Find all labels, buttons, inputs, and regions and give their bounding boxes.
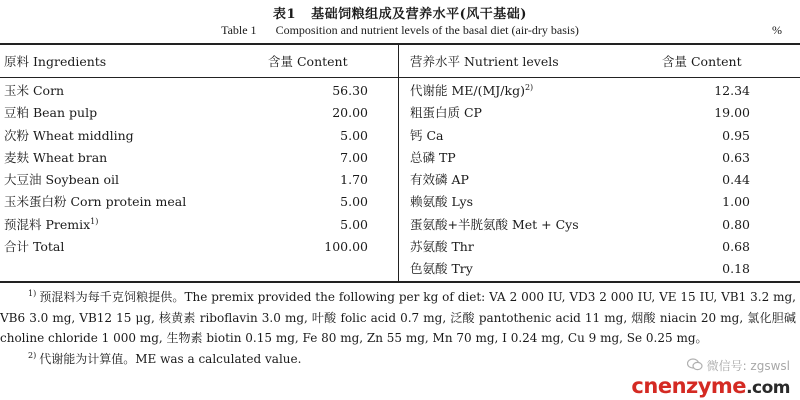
- row-name-text: 总磷 TP: [410, 149, 456, 165]
- nutrient-row: [408, 236, 750, 258]
- row-name: [4, 147, 107, 169]
- row-value: 0.95: [722, 127, 750, 143]
- row-name-text: 玉米 Corn: [4, 83, 65, 98]
- footnote-me: [0, 349, 800, 370]
- nutrient-row: [408, 125, 750, 147]
- ingredient-row: [0, 125, 368, 147]
- row-name: [410, 169, 469, 191]
- row-name-text: 合计 Total: [4, 239, 65, 255]
- row-name-text: 次粉 Wheat middling: [4, 127, 134, 143]
- site-name: cnenzyme: [631, 374, 747, 398]
- row-value: 100.00: [324, 239, 368, 255]
- row-name: [410, 236, 474, 258]
- row-name-text: 蛋氨酸+半胱氨酸 Met + Cys: [410, 216, 579, 232]
- row-value: 19.00: [714, 105, 750, 121]
- nutrient-row: [408, 147, 750, 169]
- table-number-cn: 表1: [273, 7, 297, 22]
- header-content-right: 含量 Content: [662, 54, 742, 69]
- footnote-text: 代谢能为计算值。ME was a calculated value.: [39, 351, 302, 366]
- row-name: [4, 80, 64, 102]
- wechat-icon: [687, 358, 703, 374]
- row-name-text: 色氨酸 Try: [410, 261, 473, 277]
- row-value: 56.30: [332, 83, 368, 98]
- row-name-text: 有效磷 AP: [410, 172, 469, 188]
- ingredient-row: [0, 214, 368, 236]
- row-footnote-mark: 1): [90, 216, 99, 226]
- nutrient-row: [408, 258, 750, 280]
- ingredient-row: [0, 80, 368, 102]
- table-bottom-rule: [0, 281, 800, 283]
- unit-label: %: [772, 23, 782, 37]
- row-name-text: 粗蛋白质 CP: [410, 105, 482, 121]
- footnote-text: 预混料为每千克饲粮提供。The premix provided the following per kg of diet: VA 2 000 IU, VD3 2 000 IU, VE 15 IU, VB1 3.2 mg, VB6 3.0 mg, VB12 15 μg, 核黄素 riboflavin 3.0 mg, 叶酸 folic acid 0.7 mg, 泛酸 pantothenic acid 11 mg, 烟酸 niacin 20 mg, 氯化胆碱 choline chloride 1 000 mg, 生物素 biotin 0.15 mg, Fe 80 mg, Zn 55 mg, Mn 70 mg, I 0.24 mg, Cu 9 mg, Se 0.25 mg。: [0, 290, 796, 345]
- table-footnotes: [0, 287, 800, 369]
- ingredients-column: [0, 80, 368, 258]
- nutrient-row: [408, 80, 750, 102]
- row-value: 0.18: [722, 261, 750, 277]
- row-name: [410, 147, 456, 169]
- ingredient-row: [0, 147, 368, 169]
- row-name: [410, 214, 579, 236]
- table-caption-en: Composition and nutrient levels of the basal diet (air-dry basis): [275, 23, 579, 37]
- footnote-premix: [0, 287, 800, 349]
- nutrient-row: [408, 214, 750, 236]
- header-ingredients: 原料 Ingredients: [4, 54, 107, 69]
- header-content-left: 含量 Content: [268, 54, 348, 69]
- ingredient-row: [0, 236, 368, 258]
- row-value: 7.00: [340, 149, 368, 165]
- table-title-en: [0, 23, 800, 38]
- table-column-divider: [398, 44, 399, 281]
- row-value: 5.00: [340, 127, 368, 143]
- nutrient-row: [408, 102, 750, 124]
- row-name: [4, 191, 186, 213]
- row-value: 1.70: [340, 172, 368, 188]
- row-name: [4, 125, 134, 147]
- row-name: [410, 191, 473, 213]
- row-value: 5.00: [340, 216, 368, 232]
- wechat-watermark: [687, 357, 790, 375]
- row-value: 0.68: [722, 239, 750, 255]
- table-number-en: Table 1: [221, 23, 257, 37]
- row-value: 12.34: [714, 83, 750, 98]
- nutrient-row: [408, 169, 750, 191]
- row-footnote-mark: 2): [524, 82, 534, 92]
- row-name-text: 钙 Ca: [410, 127, 444, 143]
- row-name: [410, 125, 444, 147]
- row-name: [4, 169, 119, 191]
- row-value: 20.00: [332, 105, 368, 121]
- ingredient-row: [0, 102, 368, 124]
- row-name-text: 大豆油 Soybean oil: [4, 172, 120, 188]
- table-header-rule: [0, 77, 800, 78]
- row-value: 0.63: [722, 149, 750, 165]
- table-top-rule: [0, 43, 800, 45]
- row-name-text: 代谢能 ME/(MJ/kg): [410, 83, 525, 98]
- row-name-text: 麦麸 Wheat bran: [4, 149, 108, 165]
- row-value: 1.00: [722, 194, 750, 210]
- row-name-text: 赖氨酸 Lys: [410, 194, 474, 210]
- watermark: [631, 358, 790, 398]
- row-name: [4, 236, 64, 258]
- nutrient-row: [408, 191, 750, 213]
- row-name-text: 玉米蛋白粉 Corn protein meal: [4, 194, 187, 210]
- row-name: [410, 102, 482, 124]
- header-nutrients: 营养水平 Nutrient levels: [410, 54, 559, 69]
- table-title-cn: [0, 3, 800, 22]
- table-caption-cn: 基础饲粮组成及营养水平(风干基础): [311, 7, 527, 22]
- row-name-text: 预混料 Premix: [4, 216, 91, 232]
- footnote-mark: 2): [28, 350, 37, 360]
- row-value: 0.80: [722, 216, 750, 232]
- footnote-mark: 1): [28, 289, 37, 298]
- site-tld: .com: [746, 378, 790, 398]
- row-value: 5.00: [340, 194, 368, 210]
- ingredient-row: [0, 169, 368, 191]
- row-name-text: 苏氨酸 Thr: [410, 239, 474, 255]
- row-name-text: 豆粕 Bean pulp: [4, 105, 98, 121]
- row-name: [4, 214, 98, 236]
- ingredient-row: [0, 191, 368, 213]
- site-logo: [631, 374, 790, 398]
- nutrients-column: [408, 80, 750, 281]
- wechat-id: 微信号: zgswsl: [706, 358, 790, 373]
- row-name: [410, 80, 533, 102]
- row-name: [410, 258, 473, 280]
- row-name: [4, 102, 97, 124]
- row-value: 0.44: [722, 172, 750, 188]
